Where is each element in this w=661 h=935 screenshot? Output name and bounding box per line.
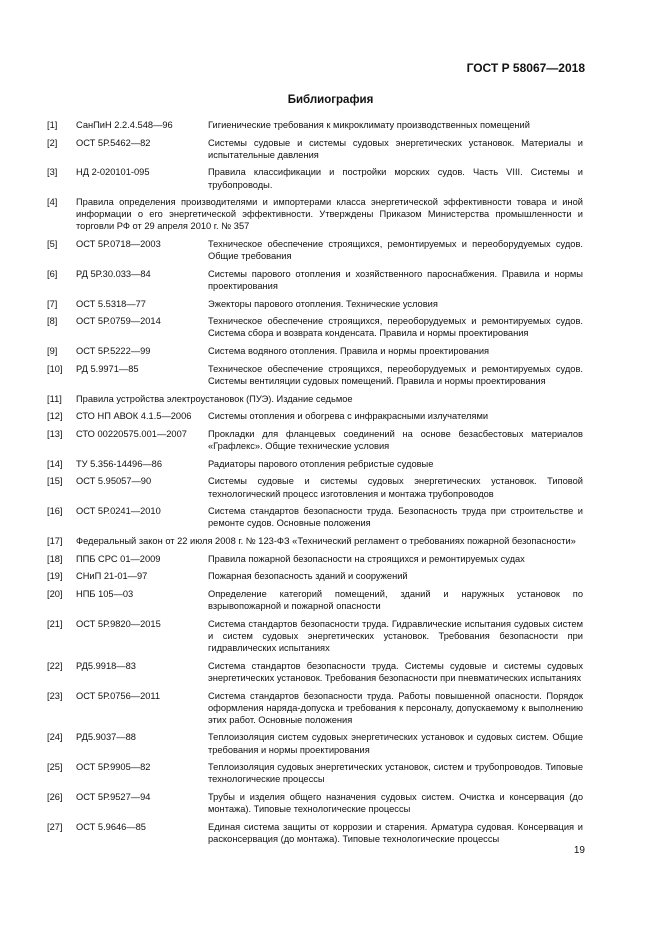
- entry-number: [25]: [47, 762, 63, 773]
- bibliography-entry: [47, 428, 583, 452]
- bibliography-entry: [47, 458, 583, 470]
- entry-title: Системы парового отопления и хозяйственного пароснабжения. Правила и нормы проектирования: [208, 268, 583, 291]
- bibliography-entry: [47, 410, 583, 422]
- entry-code: ОСТ 5Р.5222—99: [76, 346, 151, 357]
- entry-title: Системы судовые и системы судовых энергетических установок. Материалы и испытательные давления: [208, 137, 583, 160]
- bibliography-entry: [47, 660, 583, 684]
- entry-number: [10]: [47, 363, 63, 374]
- bibliography-entry: [47, 553, 583, 565]
- entry-number: [1]: [47, 120, 58, 130]
- entry-code: ОСТ 5Р.0759—2014: [76, 316, 161, 327]
- entry-code: СанПиН 2.2.4.548—96: [76, 120, 173, 130]
- page-number: 19: [573, 845, 585, 856]
- entry-title: Техническое обеспечение строящихся, ремонтируемых и переоборудуемых судов. Общие требования: [208, 239, 583, 262]
- bibliography-entry: [47, 238, 583, 262]
- entry-number: [22]: [47, 660, 63, 671]
- entry-title: Определение категорий помещений, зданий и наружных установок по взрывопожарной и пожарной опасности: [208, 589, 583, 612]
- entry-code: ППБ СРС 01—2009: [76, 553, 161, 564]
- entry-number: [2]: [47, 137, 58, 148]
- entry-title: Правила определения производителями и импортерами класса энергетической эффективности товара и иной информации о его энергетической эффективности. Утверждены Приказом Министерства промышленности и торговли РФ от 29 апреля 2010 г. № 357: [76, 197, 583, 232]
- entry-number: [19]: [47, 571, 63, 582]
- entry-number: [27]: [47, 821, 63, 832]
- bibliography-entry: [47, 475, 583, 499]
- entry-number: [13]: [47, 429, 63, 439]
- entry-code: РД 5.9971—85: [76, 363, 139, 374]
- entry-number: [14]: [47, 458, 63, 469]
- entry-number: [17]: [47, 536, 63, 547]
- bibliography-entry: [47, 791, 583, 815]
- entry-title: Система стандартов безопасности труда. Работы повышенной опасности. Порядок оформления наряда-допуска и требования к персоналу, допускаемому к выполнению этих работ. Основные положения: [208, 690, 583, 725]
- bibliography-entry: [47, 119, 583, 131]
- entry-number: [18]: [47, 553, 63, 564]
- entry-title: Эжекторы парового отопления. Технические условия: [208, 298, 438, 309]
- entry-number: [9]: [47, 346, 58, 357]
- entry-number: [5]: [47, 239, 58, 250]
- entry-code: ОСТ 5.9646—85: [76, 821, 146, 832]
- entry-code: ОСТ 5Р.9527—94: [76, 791, 151, 802]
- entry-title: Техническое обеспечение строящихся, переоборудуемых и ремонтируемых судов. Системы вентиляции судовых помещений. Правила и нормы проектирования: [208, 363, 583, 386]
- entry-title: Пожарная безопасность зданий и сооружений: [208, 571, 408, 582]
- entry-number: [4]: [47, 197, 58, 208]
- entry-code: ОСТ 5Р.0756—2011: [76, 690, 161, 701]
- entry-title: Теплоизоляция систем судовых энергетических установок и судовых систем. Общие требования и нормы проектирования: [208, 732, 583, 755]
- entry-title: Правила пожарной безопасности на строящихся и ремонтируемых судах: [208, 553, 525, 564]
- page-title: Библиография: [287, 94, 374, 106]
- entry-code: ТУ 5.356-14496—86: [76, 458, 163, 469]
- bibliography-entry: [47, 363, 583, 387]
- entry-title: Прокладки для фланцевых соединений на основе безасбестовых материалов «Графлекс». Общие технические условия: [208, 429, 583, 452]
- entry-number: [15]: [47, 476, 63, 487]
- entry-number: [12]: [47, 411, 63, 422]
- entry-code: НПБ 105—03: [76, 589, 134, 600]
- entry-title: Системы судовые и системы судовых энергетических установок. Типовой технологический процесс изготовления и монтажа трубопроводов: [208, 476, 583, 499]
- entry-title: Радиаторы парового отопления ребристые судовые: [208, 458, 434, 469]
- entry-number: [11]: [47, 393, 62, 404]
- entry-code: РД 5Р.30.033—84: [76, 268, 151, 279]
- entry-title: Система стандартов безопасности труда. Гидравлические испытания судовых систем и систем судовых энергетических установок. Требования безопасности при гидравлических испытаниях: [208, 618, 583, 654]
- entry-title: Система стандартов безопасности труда. Системы судовые и системы судовых энергетических установок. Требования безопасности при пневматических испытаниях: [208, 660, 583, 683]
- bibliography-entry: [47, 821, 583, 845]
- document-id: ГОСТ Р 58067—2018: [466, 61, 585, 75]
- entry-title: Система водяного отопления. Правила и нормы проектирования: [208, 346, 490, 357]
- entry-code: РД5.9037—88: [76, 732, 136, 743]
- entry-title: Система стандартов безопасности труда. Безопасность труда при строительстве и ремонте судов. Основные положения: [208, 506, 583, 529]
- bibliography-entry: [47, 137, 583, 161]
- bibliography-entry: [47, 690, 583, 726]
- bibliography-entry: [47, 761, 583, 785]
- entry-number: [20]: [47, 589, 63, 600]
- entry-number: [24]: [47, 732, 63, 743]
- bibliography-entry: [47, 393, 583, 405]
- entry-number: [26]: [47, 791, 63, 802]
- entry-code: ОСТ 5Р.9820—2015: [76, 618, 161, 629]
- entry-title: Правила классификации и постройки морских судов. Часть VIII. Системы и трубопроводы.: [208, 167, 583, 190]
- entry-title: Техническое обеспечение строящихся, переоборудуемых и ремонтируемых судов. Система сбора и возврата конденсата. Правила и нормы проектирования: [208, 316, 583, 339]
- entry-code: СТО 00220575.001—2007: [76, 429, 187, 439]
- entry-code: СТО НП АВОК 4.1.5—2006: [76, 411, 192, 422]
- bibliography-entry: [47, 345, 583, 357]
- entry-title: Системы отопления и обогрева с инфракрасными излучателями: [208, 411, 489, 422]
- entry-code: НД 2-020101-095: [76, 167, 150, 178]
- bibliography-entry: [47, 535, 583, 547]
- bibliography-entry: [47, 268, 583, 292]
- entry-number: [6]: [47, 268, 58, 279]
- bibliography-entry: [47, 570, 583, 582]
- entry-code: СНиП 21-01—97: [76, 571, 148, 582]
- bibliography-entry: [47, 166, 583, 190]
- entry-title: Федеральный закон от 22 июля 2008 г. № 123-ФЗ «Технический регламент о требованиях пожарной безопасности»: [76, 536, 576, 547]
- entry-title: Теплоизоляция судовых энергетических установок, систем и трубопроводов. Типовые технологические процессы: [208, 762, 583, 785]
- entry-code: ОСТ 5Р.0241—2010: [76, 506, 161, 517]
- bibliography-list: [47, 119, 583, 851]
- bibliography-entry: [47, 588, 583, 612]
- entry-code: ОСТ 5Р.0718—2003: [76, 239, 161, 250]
- bibliography-entry: [47, 731, 583, 755]
- entry-code: РД5.9918—83: [76, 660, 136, 671]
- entry-title: Правила устройства электроустановок (ПУЭ). Издание седьмое: [76, 393, 353, 404]
- bibliography-entry: [47, 618, 583, 654]
- entry-title: Гигиенические требования к микроклимату производственных помещений: [208, 120, 530, 130]
- entry-number: [7]: [47, 298, 58, 309]
- entry-number: [3]: [47, 167, 58, 178]
- bibliography-entry: [47, 298, 583, 310]
- bibliography-entry: [47, 196, 583, 232]
- entry-title: Трубы и изделия общего назначения судовых систем. Очистка и консервация (до монтажа). Типовые технологические процессы: [208, 791, 583, 815]
- entry-number: [21]: [47, 618, 63, 629]
- entry-number: [8]: [47, 316, 58, 327]
- entry-title: Единая система защиты от коррозии и старения. Арматура судовая. Консервация и расконсервация (до монтажа). Типовые технологические процессы: [208, 821, 583, 844]
- entry-code: ОСТ 5.95057—90: [76, 476, 152, 487]
- entry-code: ОСТ 5.5318—77: [76, 298, 146, 309]
- entry-number: [23]: [47, 690, 63, 701]
- bibliography-entry: [47, 505, 583, 529]
- entry-number: [16]: [47, 506, 63, 517]
- entry-code: ОСТ 5Р.5462—82: [76, 137, 151, 148]
- entry-code: ОСТ 5Р.9905—82: [76, 762, 151, 773]
- bibliography-entry: [47, 315, 583, 339]
